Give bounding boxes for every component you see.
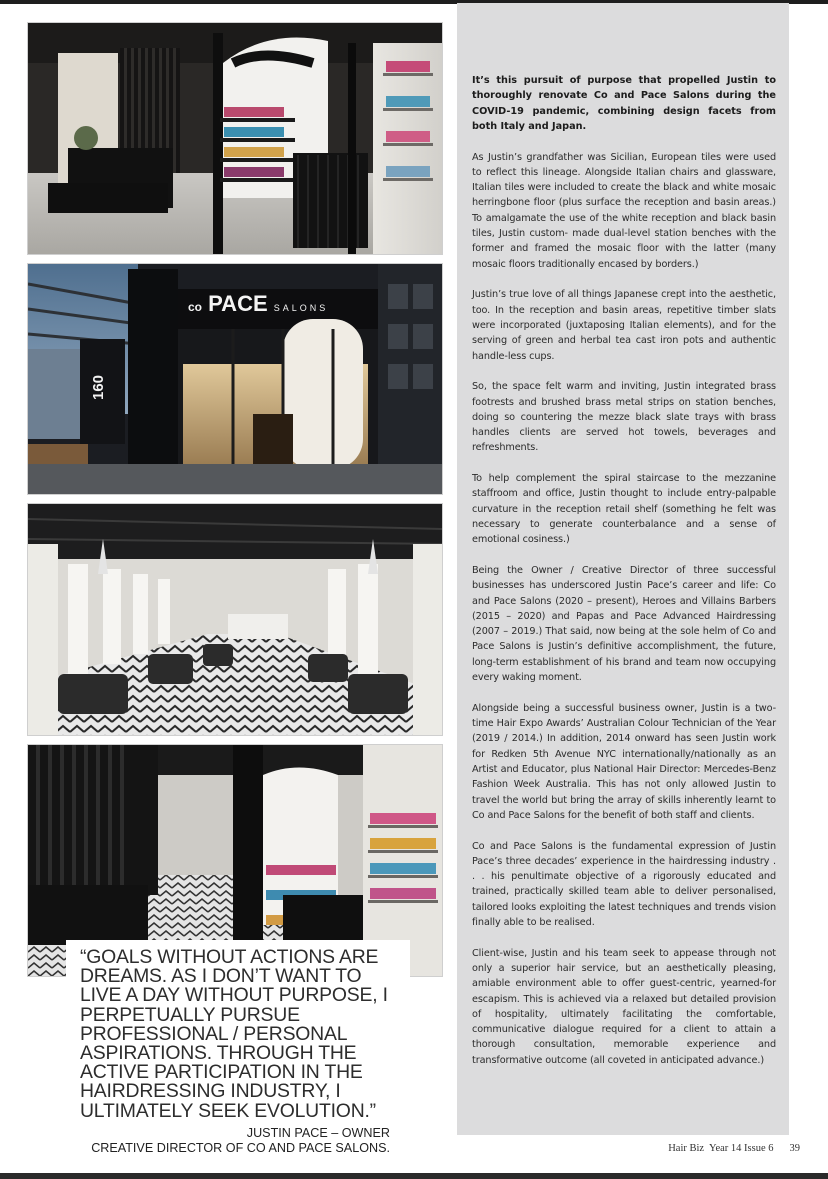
sign-name: PACE xyxy=(208,291,268,316)
article-lead-paragraph: It’s this pursuit of purpose that propelled Justin to thoroughly renovate Co and Pace Salons during the COVID-19 pandemic, combining design facets from both Italy and Japan. xyxy=(472,75,776,132)
article-paragraph: So, the space felt warm and inviting, Justin integrated brass footrests and brushed brass metal strips on station benches, doing so countering the mezze black slate trays with brass handles clients are served hot towels, beverages and refreshments. xyxy=(472,381,776,454)
sign-prefix: co xyxy=(188,300,203,314)
article-paragraph: Being the Owner / Creative Director of three successful businesses has underscored Justin Pace’s career and life: Co and Pace Salons (2020 – present), Heroes and Villains Barbers (2015 – 2020) and Papas and Pace Advanced Hairdressing (2007 – 2019.) That said, now being at the sole helm of Co and Pace Salons is Justin’s definitive accomplishment, the future, long-term establishment of his brand and team now occupying every waking moment. xyxy=(472,564,776,684)
article-paragraph: Client-wise, Justin and his team seek to appease through not only a superior hair service, but an aesthetically pleasing, amiable environment able to offer guest-centric, yearned-for escapism. This is achieved via a relaxed but detailed provision of hospitality, ultimately facilitating the comfortable, communicative dialogue required for a client to attain a thorough consultation, memorable experience and transformative outcome (all coveted in anticipated advance.) xyxy=(472,947,776,1066)
pull-quote: “GOALS WITHOUT ACTIONS ARE DREAMS. AS I DON’T WANT TO LIVE A DAY WITHOUT PURPOSE, I PERPETUALLY PURSUE PROFESSIONAL / PERSONAL ASPIRATIONS. THROUGH THE ACTIVE PARTICIPATION IN THE HAIRDRESSING INDUSTRY, I ULTIMATELY SEEK EVOLUTION.” xyxy=(80,946,388,1122)
building-number: 160 xyxy=(90,374,108,401)
attribution-line-1: JUSTIN PACE – OWNER xyxy=(246,1126,390,1140)
article-paragraph: As Justin’s grandfather was Sicilian, European tiles were used to reflect this lineage. Alongside Italian chairs and glassware, Italian tiles were included to create the black and white mosaic herringbone floor (plus surface the reception and basin areas.) To amalgamate the use of the white reception and black basin tiles, Justin custom- made dual-level station benches with the former and framed the mosaic floor with the latter (many mosaic floors traditionally encased by borders.) xyxy=(472,151,776,270)
publication-name: Hair Biz Year 14 Issue 6 xyxy=(668,1143,774,1154)
article-body xyxy=(472,73,776,1083)
attribution-line-2: CREATIVE DIRECTOR OF CO AND PACE SALONS. xyxy=(91,1141,390,1155)
article-paragraph: Alongside being a successful business owner, Justin is a two-time Hair Expo Awards’ Australian Colour Technician of the Year (2019 / 2014.) In addition, 2014 onward has seen Justin work for Redken 5th Avenue NYC internationally/nationally as an Artist and Educator, plus National Hair Director: Mercedes-Benz Fashion Week Australia. This has not only allowed Justin to travel the world but bring the array of skills inherently learnt to Co and Pace Salons for the benefit of both staff and clients. xyxy=(472,702,776,821)
article-paragraph: To help complement the spiral staircase to the mezzanine staffroom and office, Justin thought to include entry-palpable curvature in the reception retail shelf (something he felt was necessary to generate counterbalance and a sense of emotional cosiness.) xyxy=(472,473,776,546)
salon-floor-photo xyxy=(27,503,443,736)
page-number: 39 xyxy=(789,1143,800,1154)
page-footer xyxy=(640,1143,800,1154)
sign-suffix: SALONS xyxy=(273,303,329,313)
storefront-sign xyxy=(188,291,328,317)
pull-quote-box xyxy=(66,940,410,1128)
article-paragraph: Justin’s true love of all things Japanese crept into the aesthetic, too. In the reception and basin areas, repetitive timber slats were incorporated (juxtaposing Italian elements), and for the serving of green and herbal tea cast iron pots and authentic handle-less cups. xyxy=(472,289,776,362)
article-column xyxy=(457,3,789,1135)
quote-attribution xyxy=(40,1126,390,1156)
reception-photo xyxy=(27,22,443,255)
article-paragraph: Co and Pace Salons is the fundamental expression of Justin Pace’s three decades’ experience in the hairdressing industry . . . his penultimate objective of a rigorously educated and trained, practically skilled team able to deliver personalised, tailored looks exploiting the latest techniques and trends vision finally able to be realised. xyxy=(472,840,776,928)
storefront-photo xyxy=(27,263,443,495)
bottom-border xyxy=(0,1173,828,1179)
